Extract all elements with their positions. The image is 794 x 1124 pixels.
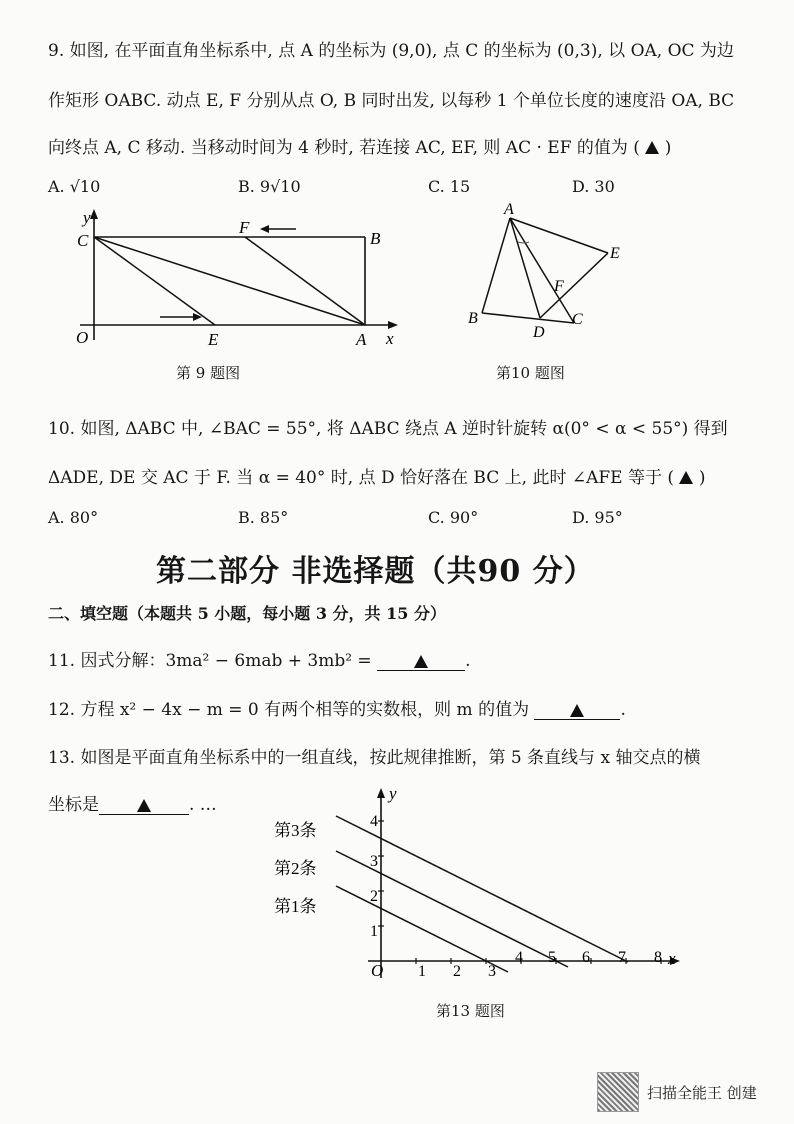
q13-line2-end: . … <box>189 795 217 815</box>
q13-y-arrow-icon <box>377 788 385 798</box>
q13-line-label-1: 第1条 <box>274 897 317 916</box>
q12-answer-blank <box>534 701 620 720</box>
q10-segment-ac <box>510 218 574 323</box>
q13-line2-text: 坐标是 <box>48 795 99 815</box>
q13-line-label-2: 第2条 <box>274 859 317 878</box>
footer <box>597 1072 757 1112</box>
q10-segment-ae <box>510 218 608 253</box>
q9-label-f: F <box>239 218 250 237</box>
q9-line3 <box>48 133 671 158</box>
q10-label-c: C <box>572 311 583 328</box>
q13-x-label-2: 2 <box>453 963 461 980</box>
q9-f-arrowhead-icon <box>260 225 269 233</box>
q11-answer-blank <box>377 652 465 671</box>
q9-segment-ce <box>94 237 215 325</box>
q9-label-b: B <box>370 229 381 248</box>
q10-segment-de <box>540 253 608 318</box>
scanner-logo-icon <box>597 1072 639 1112</box>
q10-label-b: B <box>468 310 478 327</box>
q10-line1: 10. 如图, ΔABC 中, ∠BAC = 55°, 将 ΔABC 绕点 A 逆时针旋转 α(0° < α < 55°) 得到 <box>48 419 728 439</box>
q12 <box>48 695 626 720</box>
q12-text: 12. 方程 x² − 4x − m = 0 有两个相等的实数根，则 m 的值为 <box>48 700 530 720</box>
q13-y-label-3: 3 <box>370 853 378 870</box>
q13-label-x: x <box>668 949 676 968</box>
q13-x-label-1: 1 <box>418 963 426 980</box>
q9-line1: 9. 如图, 在平面直角坐标系中, 点 A 的坐标为 (9,0), 点 C 的坐标为 (0,3), 以 OA, OC 为边 <box>48 41 734 61</box>
q10-label-a: A <box>504 201 514 218</box>
q9-label-y: y <box>83 208 91 227</box>
q11-text: 11. 因式分解：3ma² − 6mab + 3mb² = <box>48 651 372 671</box>
q11 <box>48 646 470 671</box>
q13-y-label-2: 2 <box>370 888 378 905</box>
q10-line2 <box>48 463 705 488</box>
footer-text: 扫描全能王 创建 <box>647 1083 757 1102</box>
q10-line2-text: ΔADE, DE 交 AC 于 F. 当 α = 40° 时, 点 D 恰好落在 BC 上, 此时 ∠AFE 等于 ( <box>48 468 675 488</box>
answer-triangle-icon <box>679 471 693 484</box>
q13-y-label-4: 4 <box>370 813 378 830</box>
q10-option-c: C. 90° <box>428 508 479 527</box>
q9-label-o: O <box>76 328 89 347</box>
q10-option-d: D. 95° <box>572 508 623 527</box>
q10-option-a: A. 80° <box>48 508 99 527</box>
q9-figure <box>60 205 405 355</box>
q13-label-o: O <box>371 961 384 980</box>
q13-x-label-7: 7 <box>618 949 626 966</box>
q13-line2 <box>48 790 217 815</box>
q13-line1: 13. 如图是平面直角坐标系中的一组直线，按此规律推断，第 5 条直线与 x 轴交点的横 <box>48 748 701 768</box>
q9-option-a: A. √10 <box>48 177 101 196</box>
q13-figure-caption: 第13 题图 <box>436 1002 505 1020</box>
q13-figure <box>268 782 693 994</box>
q11-end: . <box>465 651 471 671</box>
q9-option-b: B. 9√10 <box>238 177 301 196</box>
q9-label-e: E <box>208 330 219 349</box>
q10-label-f: F <box>554 278 564 295</box>
q9-segment-ac <box>94 237 365 325</box>
q9-line3-text: 向终点 A, C 移动. 当移动时间为 4 秒时, 若连接 AC, EF, 则 AC · EF 的值为 ( <box>48 138 640 158</box>
q12-end: . <box>620 700 626 720</box>
q10-figure-caption: 第10 题图 <box>496 364 565 382</box>
q13-y-label-1: 1 <box>370 923 378 940</box>
q10-option-b: B. 85° <box>238 508 289 527</box>
q13-line-3 <box>336 816 628 962</box>
q10-figure <box>462 198 632 348</box>
q9-label-c: C <box>77 231 89 250</box>
q9-segment-fa <box>245 237 365 325</box>
q13-label-y: y <box>389 784 397 803</box>
q9-option-c: C. 15 <box>428 177 471 196</box>
q10-segment-ad <box>510 218 540 318</box>
q10-label-e: E <box>610 245 620 262</box>
q9-line2: 作矩形 OABC. 动点 E, F 分别从点 O, B 同时出发, 以每秒 1 个单位长度的速度沿 OA, BC <box>48 91 735 111</box>
answer-triangle-icon <box>414 655 428 668</box>
part2-subheading: 二、填空题（本题共 5 小题，每小题 3 分，共 15 分） <box>48 604 446 623</box>
q13-x-label-6: 6 <box>582 949 590 966</box>
answer-triangle-icon <box>570 704 584 717</box>
answer-triangle-icon <box>645 141 659 154</box>
q9-label-a: A <box>356 330 367 349</box>
q13-x-label-3: 3 <box>488 963 496 980</box>
q10-angle-arc <box>518 242 529 243</box>
answer-triangle-icon <box>137 799 151 812</box>
q10-segment-bc <box>482 313 574 323</box>
q13-line-1 <box>336 886 508 972</box>
q13-x-label-5: 5 <box>548 949 556 966</box>
q13-x-label-8: 8 <box>654 949 662 966</box>
q9-figure-caption: 第 9 题图 <box>176 364 241 382</box>
q9-label-x: x <box>386 329 394 348</box>
q9-x-arrow-icon <box>388 321 398 329</box>
q10-segment-ab <box>482 218 510 313</box>
q13-x-label-4: 4 <box>515 949 523 966</box>
part2-title: 第二部分 非选择题（共90 分） <box>156 554 595 589</box>
q13-line-label-3: 第3条 <box>274 821 317 840</box>
q9-option-d: D. 30 <box>572 177 615 196</box>
q10-line2-end: ) <box>698 468 706 488</box>
q9-y-arrow-icon <box>90 209 98 219</box>
q10-label-d: D <box>533 324 545 341</box>
q9-line3-end: ) <box>664 138 672 158</box>
q13-answer-blank <box>99 796 189 815</box>
